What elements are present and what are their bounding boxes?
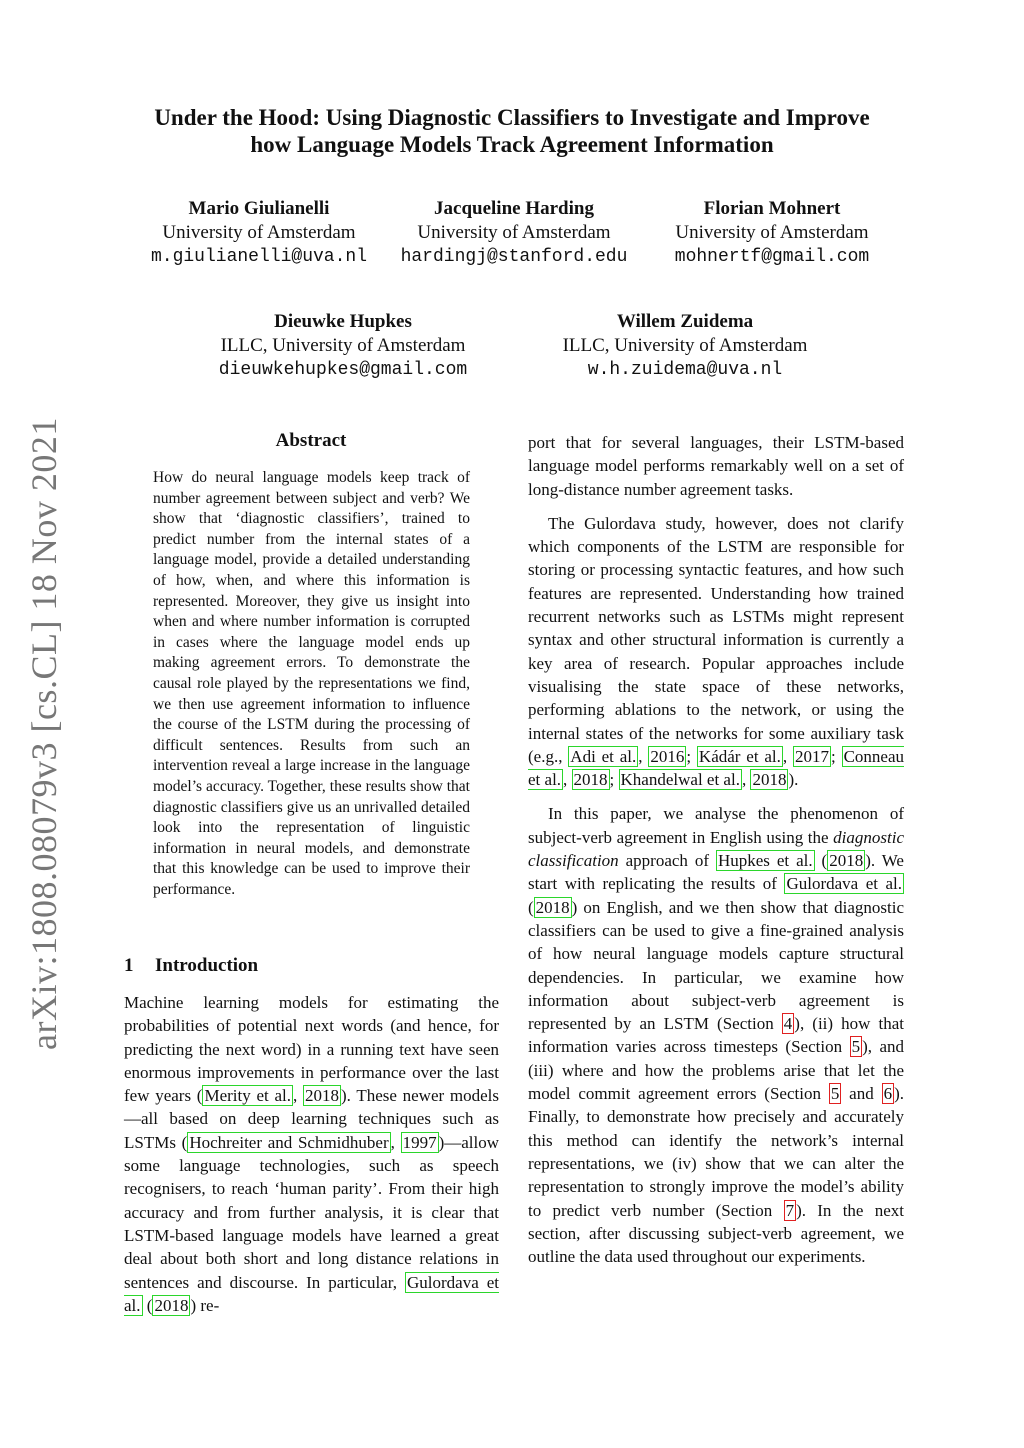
section-ref-link[interactable]: 5 xyxy=(851,1037,861,1057)
arxiv-identifier: arXiv:1808.08079v3 [cs.CL] 18 Nov 2021 xyxy=(24,417,64,1050)
citation-link[interactable]: 2018 xyxy=(304,1086,339,1106)
author-block-2 xyxy=(379,197,649,269)
author-email[interactable]: hardingj@stanford.edu xyxy=(400,247,628,267)
citation-link[interactable]: 2018 xyxy=(535,897,570,917)
author-email[interactable]: w.h.zuidema@uva.nl xyxy=(587,360,783,380)
citation-link[interactable]: 2018 xyxy=(573,770,608,790)
citation-link[interactable]: Merity et al. xyxy=(204,1086,291,1106)
section-ref-link[interactable]: 7 xyxy=(785,1200,795,1220)
section-ref-link[interactable]: 4 xyxy=(783,1014,793,1034)
intro-paragraph-1-cont: port that for several languages, their LSTM-based language model performs remarkably well on a set of long-distance number agreement tasks. xyxy=(528,433,904,499)
title-line-1: Under the Hood: Using Diagnostic Classifiers to Investigate and Improve xyxy=(154,105,870,130)
author-affiliation: University of Amsterdam xyxy=(162,222,356,243)
author-block-4 xyxy=(193,310,493,382)
title-line-2: how Language Models Track Agreement Information xyxy=(250,132,774,157)
author-name: Florian Mohnert xyxy=(703,198,841,219)
author-name: Willem Zuidema xyxy=(616,311,754,332)
author-name: Dieuwke Hupkes xyxy=(274,311,412,332)
citation-link[interactable]: Conneau et al. xyxy=(528,746,904,790)
author-email[interactable]: mohnertf@gmail.com xyxy=(674,247,870,267)
citation-link[interactable]: 1997 xyxy=(402,1132,437,1152)
author-block-5 xyxy=(540,310,830,382)
author-name: Jacqueline Harding xyxy=(434,198,594,219)
citation-link[interactable]: 2018 xyxy=(752,770,787,790)
author-affiliation: University of Amsterdam xyxy=(675,222,869,243)
intro-paragraph-3: In this paper, we analyse the phenomenon of subject-verb agreement in English using the diagnostic classification approach of Hupkes et al. ( 2018 ). We start with replicating the results of Gulordava et al. ( 2018 ) on English, and we then show that diagnostic classifiers can be used to give a fine-grained analysis of how neural language models capture structural dependencies. In particular, we examine how information about subject-verb agreement is represented by an LSTM (Section 4 ), (ii) how that information varies across timesteps (Section 5 ), and (iii) where and how the problems arise that let the model commit agreement errors (Section 5 and 6 ). Finally, to demonstrate how precisely and accurately this method can identify the network’s internal representations, we (iv) show that we can alter the representation to strongly improve the model’s ability to predict verb number (Section 7 ). In the next section, after discussing subject-verb agreement, we outline the data used throughout our experiments. xyxy=(528,804,905,1267)
author-affiliation: University of Amsterdam xyxy=(417,222,611,243)
intro-paragraph-2: The Gulordava study, however, does not clarify which components of the LSTM are responsible for storing or processing syntactic features, and how such features are represented. Understanding how trained recurrent networks such as LSTMs might represent syntax and other structural information is currently a key area of research. Popular approaches include visualising the state space of these networks, performing ablations to the network, or using the internal states of the networks for some auxiliary task (e.g., Adi et al. , 2016 ; Kádár et al. , 2017 ; Conneau et al. , 2018 ; Khandelwal et al. , 2018 ). xyxy=(528,513,904,790)
citation-link[interactable]: 2017 xyxy=(795,746,829,766)
author-email[interactable]: m.giulianelli@uva.nl xyxy=(150,247,368,267)
section-ref-link[interactable]: 5 xyxy=(830,1084,840,1104)
citation-link[interactable]: Hupkes et al. xyxy=(717,851,813,871)
author-affiliation: ILLC, University of Amsterdam xyxy=(562,335,808,356)
section-heading xyxy=(124,955,258,977)
author-block-3 xyxy=(652,197,892,269)
citation-link[interactable]: Adi et al. xyxy=(570,746,637,766)
citation-link[interactable]: Gulordava et al. xyxy=(124,1272,499,1315)
citation-link[interactable]: Kádár et al. xyxy=(698,746,781,766)
section-ref-link[interactable]: 6 xyxy=(883,1084,893,1104)
author-affiliation: ILLC, University of Amsterdam xyxy=(220,335,466,356)
author-block-1 xyxy=(134,197,384,269)
citation-link[interactable]: Gulordava et al. xyxy=(786,874,902,894)
paper-title xyxy=(100,104,924,158)
citation-link[interactable]: 2018 xyxy=(829,851,864,871)
author-email[interactable]: dieuwkehupkes@gmail.com xyxy=(218,360,468,380)
intro-paragraph-1: Machine learning models for estimating the probabilities of potential next words (and hence, for predicting the next word) in a running text have seen enormous improvements in performance over the last few years ( Merity et al. , 2018 ). These newer models—all based on deep learning techniques such as LSTMs ( Hochreiter and Schmidhuber , 1997 )—allow some language technologies, such as speech recognisers, to reach ‘human parity’. From their high accuracy and from further analysis, it is clear that LSTM-based language models have learned a great deal about both short and long distance relations in sentences and discourse. In particular, Gulordava et al. ( 2018 ) re- xyxy=(124,993,500,1315)
citation-link[interactable]: 2018 xyxy=(154,1295,189,1315)
citation-link[interactable]: Hochreiter and Schmidhuber xyxy=(189,1132,389,1152)
right-column-text xyxy=(528,431,904,1268)
author-name: Mario Giulianelli xyxy=(188,198,330,219)
citation-link[interactable]: 2016 xyxy=(650,746,685,766)
left-column-text xyxy=(124,991,499,1317)
citation-link[interactable]: Khandelwal et al. xyxy=(620,770,740,790)
abstract-heading: Abstract xyxy=(275,430,347,451)
section-number: 1 xyxy=(124,955,134,976)
abstract-body: How do neural language models keep track of number agreement between subject and verb? We show that ‘diagnostic classifiers’, trained to predict number from the internal states of a language model, provide a detailed understanding of how, when, and where this information is represented. Moreover, they give us insight into when and where number information is corrupted in cases where the language model ends up making agreement errors. To demonstrate the causal role played by the representations we find, we then use agreement information to influence the course of the LSTM during the processing of difficult sentences. Results from such an intervention reveal a large increase in the language model’s accuracy. Together, these results show that diagnostic classifiers give us an unrivalled detailed look into the representation of linguistic information in neural models, and demonstrate that this knowledge can be used to improve their performance. xyxy=(153,469,470,898)
section-title: Introduction xyxy=(155,955,259,976)
